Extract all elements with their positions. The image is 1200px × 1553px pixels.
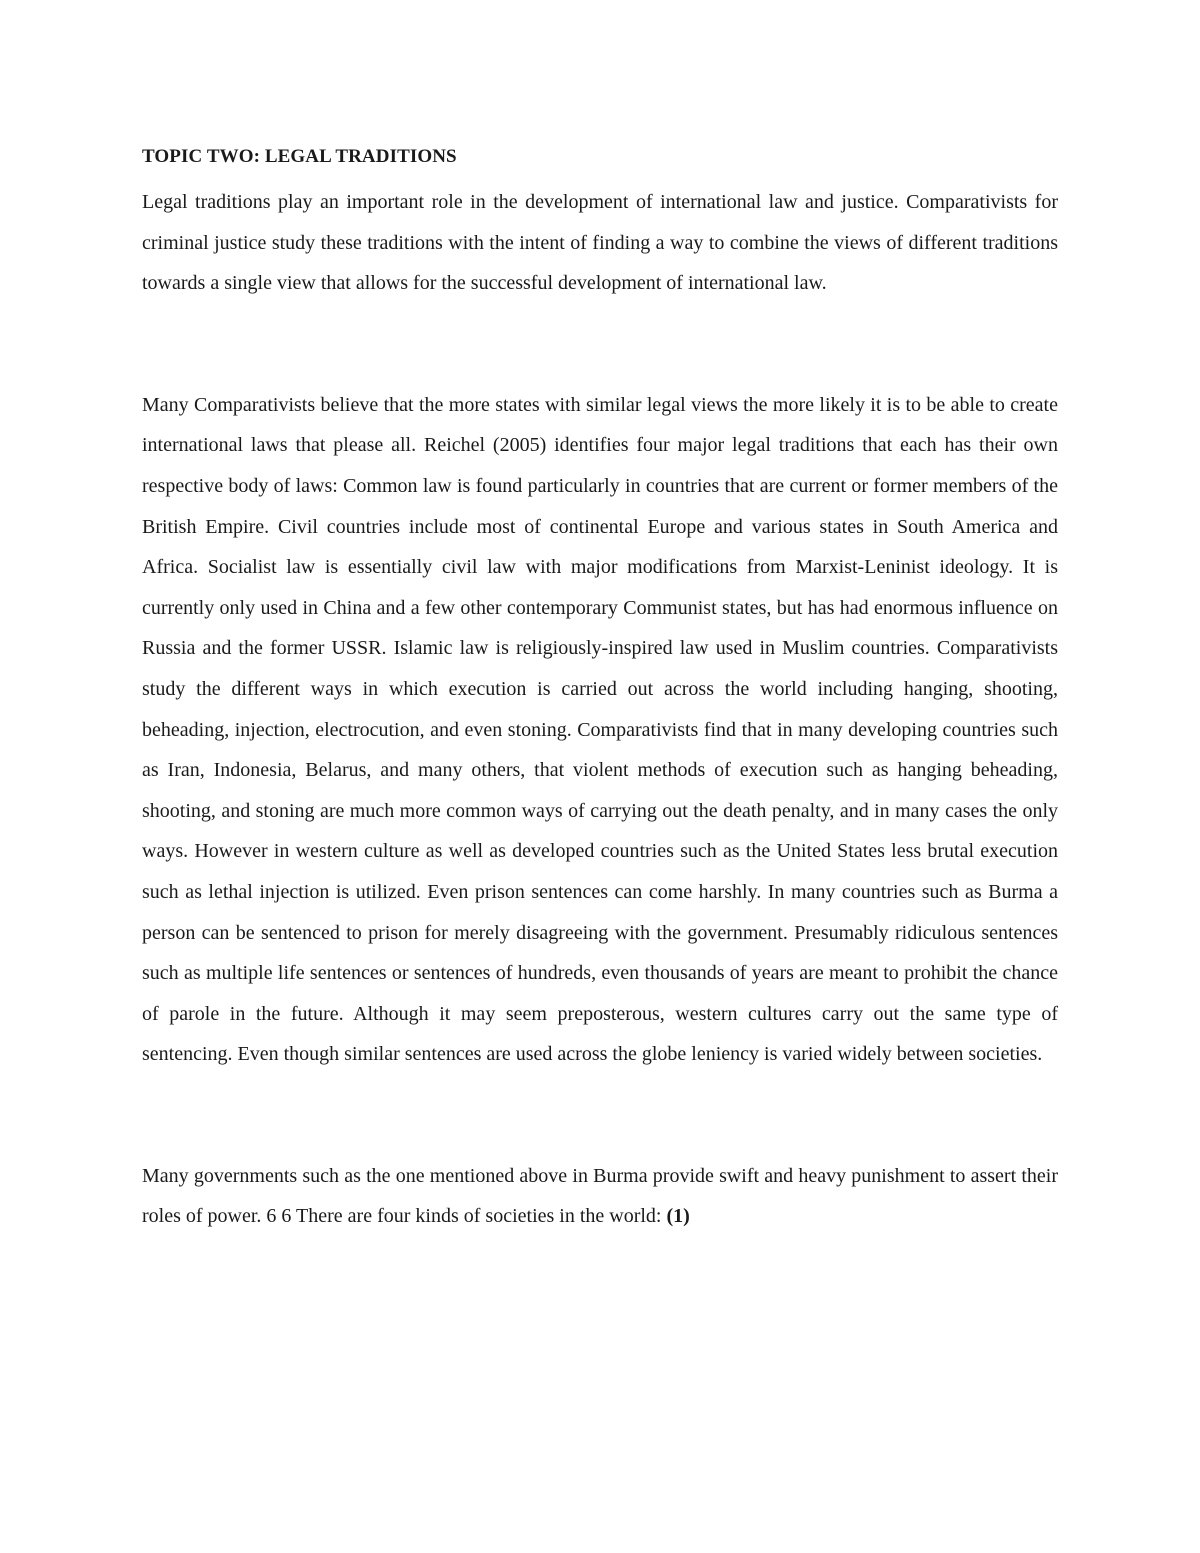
list-marker-bold: (1) xyxy=(666,1205,690,1228)
paragraph-governments xyxy=(142,1156,1058,1237)
paragraph-intro: Legal traditions play an important role in the development of international law and justice. Comparativists for criminal justice study these traditions with the intent of finding a way to combine the views of different traditions towards a single view that allows for the successful development of international law. xyxy=(142,191,1058,295)
paragraph-gap xyxy=(142,304,1058,385)
paragraph-legal-traditions: Many Comparativists believe that the more states with similar legal views the more likely it is to be able to create international laws that please all. Reichel (2005) identifies four major legal traditions that each has their own respective body of laws: Common law is found particularly in countries that are current or former members of the British Empire. Civil countries include most of continental Europe and various states in South America and Africa. Socialist law is essentially civil law with major modifications from Marxist-Leninist ideology. It is currently only used in China and a few other contemporary Communist states, but has had enormous influence on Russia and the former USSR. Islamic law is religiously-inspired law used in Muslim countries. Comparativists study the different ways in which execution is carried out across the world including hanging, shooting, beheading, injection, electrocution, and even stoning. Comparativists find that in many developing countries such as Iran, Indonesia, Belarus, and many others, that violent methods of execution such as hanging beheading, shooting, and stoning are much more common ways of carrying out the death penalty, and in many cases the only ways. However in western culture as well as developed countries such as the United States less brutal execution such as lethal injection is utilized. Even prison sentences can come harshly. In many countries such as Burma a person can be sentenced to prison for merely disagreeing with the government. Presumably ridiculous sentences such as multiple life sentences or sentences of hundreds, even thousands of years are meant to prohibit the chance of parole in the future. Although it may seem preposterous, western cultures carry out the same type of sentencing. Even though similar sentences are used across the globe leniency is varied widely between societies. xyxy=(142,393,1058,1066)
document-heading: TOPIC TWO: LEGAL TRADITIONS xyxy=(142,146,457,167)
paragraph-governments-text: Many governments such as the one mentioned above in Burma provide swift and heavy punishment to assert their roles of power. 6 6 There are four kinds of societies in the world: xyxy=(142,1164,1058,1228)
document-page xyxy=(142,140,1058,1237)
paragraph-gap xyxy=(142,1075,1058,1156)
